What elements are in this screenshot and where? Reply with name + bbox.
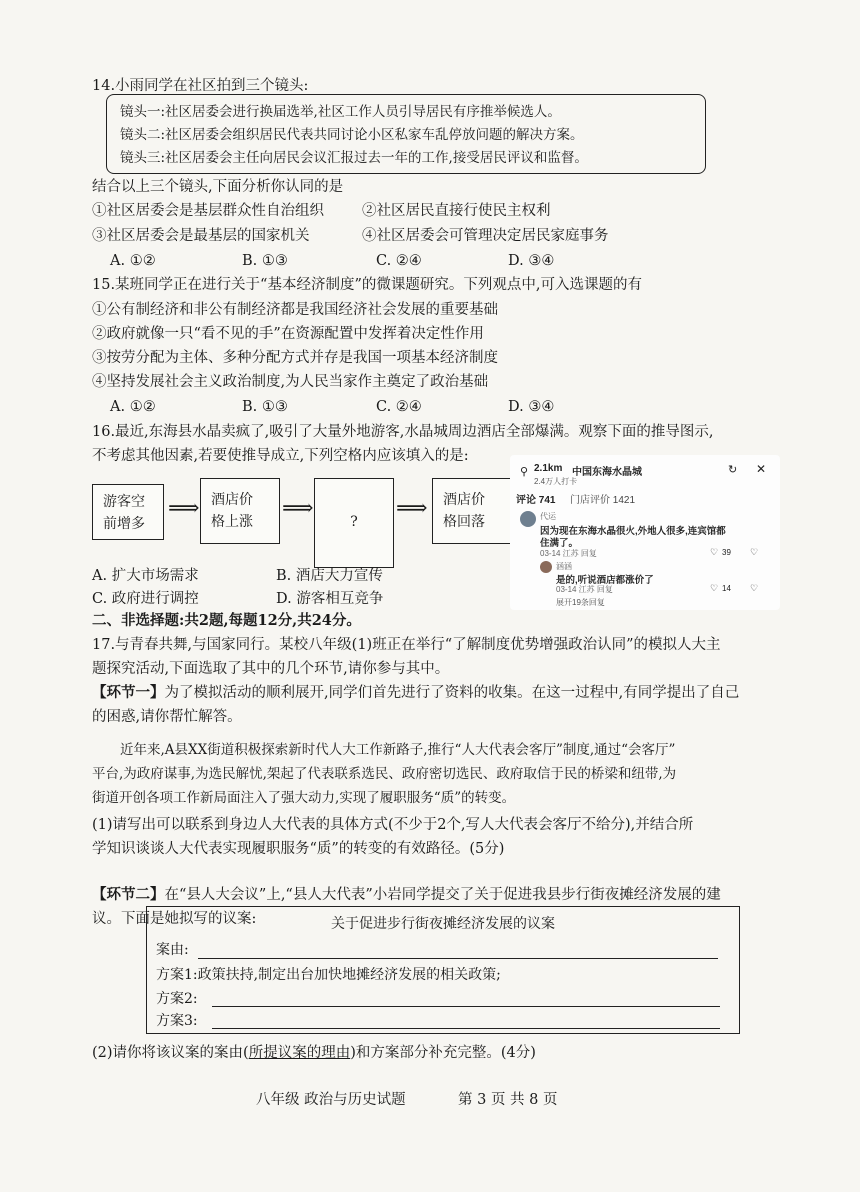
comment1-text-line1: 因为现在东海水晶很火,外地人很多,连宾馆都 — [540, 526, 726, 537]
q15-option-d: D. ③④ — [508, 399, 555, 415]
flow-arrow-1: ⟹ — [168, 496, 200, 521]
plan3-answer-line[interactable] — [212, 1028, 720, 1029]
expand-replies: 展开19条回复 — [556, 598, 605, 607]
avatar — [540, 561, 552, 573]
q17-stem-line1: 17.与青春共舞,与国家同行。某校八年级(1)班正在举行“了解制度优势增强政治认同”的模拟人大主 — [92, 637, 721, 653]
q15-stem: 15.某班同学正在进行关于“基本经济制度”的微课题研究。下列观点中,可入选课题的有 — [92, 277, 642, 293]
link2-tag: 【环节二】 — [92, 886, 165, 903]
footer-subject: 八年级 政治与历史试题 — [256, 1092, 406, 1108]
q17-link2-line1 — [92, 885, 721, 905]
q17-link1-line1 — [92, 683, 739, 703]
q16-stem-line1: 16.最近,东海县水晶卖疯了,吸引了大量外地游客,水晶城周边酒店全部爆满。观察下面的推导图示, — [92, 424, 714, 440]
flow-box-price-up: 酒店价 格上涨 — [200, 478, 280, 544]
q16-option-a: A. 扩大市场需求 — [92, 568, 199, 584]
q17-sub1-line2: 学知识谈谈人大代表实现履职服务“质”的转变的有效路径。(5分) — [92, 841, 505, 857]
q14-scene-3: 镜头三:社区居委会主任向居民会议汇报过去一年的工作,接受居民评议和监督。 — [120, 150, 588, 166]
q14-option-d: D. ③④ — [508, 253, 555, 269]
q14-option-a: A. ①② — [110, 253, 156, 269]
q17-sub2 — [92, 1043, 536, 1063]
refresh-icon: ↻ — [728, 464, 738, 476]
flow-box-blank: ? — [314, 478, 394, 568]
q14-item-1: ①社区居委会是基层群众性自治组织 — [92, 203, 324, 219]
plan2-label: 方案2: — [156, 991, 198, 1007]
q16-option-c: C. 政府进行调控 — [92, 591, 199, 607]
place-name: 中国东海水晶城 — [572, 467, 642, 478]
close-icon: ✕ — [756, 462, 767, 476]
q14-stem: 14.小雨同学在社区拍到三个镜头: — [92, 78, 309, 94]
q17-sub2-underlined: 所提议案的理由 — [248, 1045, 351, 1061]
dislike-icon: ♡ — [750, 583, 759, 593]
comment1-text-line2: 住满了。 — [540, 538, 579, 549]
flow-box-tourists: 游客空 前增多 — [92, 484, 164, 540]
plan1-text: 方案1:政策扶持,制定出台加快地摊经济发展的相关政策; — [156, 967, 501, 983]
comment1-likes: 39 — [722, 548, 731, 557]
flow-box-price-down: 酒店价 格回落 — [432, 478, 512, 544]
link1-tag: 【环节一】 — [92, 684, 165, 701]
q17-link1-line2: 的困惑,请你帮忙解答。 — [92, 709, 242, 725]
distance-label: 2.1km — [534, 463, 563, 474]
q14-option-b: B. ①③ — [242, 253, 288, 269]
q14-scene-2: 镜头二:社区居委会组织居民代表共同讨论小区私家车乱停放问题的解决方案。 — [120, 127, 584, 143]
comment1-user: 代运 — [540, 512, 556, 521]
q17-sub2-pre: (2)请你将该议案的案由( — [92, 1045, 249, 1061]
link1-text: 为了模拟活动的顺利展开,同学们首先进行了资料的收集。在这一过程中,有同学提出了自己 — [164, 685, 740, 701]
cause-label: 案由: — [156, 942, 189, 958]
comment2-user: 涵涵 — [556, 562, 572, 571]
q14-item-2: ②社区居民直接行使民主权利 — [362, 203, 551, 219]
q14-ask: 结合以上三个镜头,下面分析你认同的是 — [92, 179, 344, 195]
q16-option-d: D. 游客相互竞争 — [276, 591, 384, 607]
q17-link2-line2: 议。下面是她拟写的议案: — [92, 911, 257, 927]
link2-text: 在“县人大会议”上,“县人大代表”小岩同学提交了关于促进我县步行街夜摊经济发展的建 — [164, 887, 721, 903]
q16-stem-line2: 不考虑其他因素,若要使推导成立,下列空格内应该填入的是: — [92, 448, 469, 464]
q16-option-b: B. 酒店大力宣传 — [276, 568, 383, 584]
location-pin-icon: ⚲ — [520, 466, 529, 478]
flow-arrow-3: ⟹ — [396, 496, 428, 521]
q15-option-a: A. ①② — [110, 399, 156, 415]
plan3-label: 方案3: — [156, 1013, 198, 1029]
q15-option-b: B. ①③ — [242, 399, 288, 415]
q15-item-2: ②政府就像一只“看不见的手”在资源配置中发挥着决定性作用 — [92, 326, 484, 342]
q15-option-c: C. ②④ — [376, 399, 422, 415]
q15-item-1: ①公有制经济和非公有制经济都是我国经济社会发展的重要基础 — [92, 302, 498, 318]
checkin-count: 2.4万人打卡 — [534, 477, 578, 486]
tab-reviews: 门店评价 1421 — [570, 495, 636, 506]
cause-answer-line[interactable] — [198, 958, 718, 959]
section-heading: 二、非选择题:共2题,每题12分,共24分。 — [92, 612, 361, 629]
q14-option-c: C. ②④ — [376, 253, 422, 269]
heart-icon: ♡ — [710, 547, 719, 557]
reading-line3: 街道开创各项工作新局面注入了强大动力,实现了履职服务“质”的转变。 — [92, 790, 516, 806]
q14-item-4: ④社区居委会可管理决定居民家庭事务 — [362, 228, 609, 244]
reading-line1: 近年来,A县XX街道积极探索新时代人大工作新路子,推行“人大代表会客厅”制度,通过“会客厅” — [120, 742, 676, 758]
plan2-answer-line[interactable] — [212, 1006, 720, 1007]
q14-scene-1: 镜头一:社区居委会进行换届选举,社区工作人员引导居民有序推举候选人。 — [120, 104, 561, 120]
reading-line2: 平台,为政府谋事,为选民解忧,架起了代表联系选民、政府密切选民、政府取信于民的桥梁和纽带,为 — [92, 766, 677, 782]
q14-item-3: ③社区居委会是最基层的国家机关 — [92, 228, 310, 244]
heart-icon: ♡ — [710, 583, 719, 593]
q17-stem-line2: 题探究活动,下面选取了其中的几个环节,请你参与其中。 — [92, 661, 450, 677]
comment-screenshot — [510, 455, 780, 610]
q17-sub1-line1: (1)请写出可以联系到身边人大代表的具体方式(不少于2个,写人大代表会客厅不给分),并结合所 — [92, 817, 694, 833]
q15-item-4: ④坚持发展社会主义政治制度,为人民当家作主奠定了政治基础 — [92, 374, 489, 390]
comment1-meta: 03-14 江苏 回复 — [540, 549, 597, 558]
q17-sub2-post: )和方案部分补充完整。(4分) — [350, 1045, 536, 1061]
tab-comments: 评论 741 — [516, 495, 556, 506]
q15-item-3: ③按劳分配为主体、多种分配方式并存是我国一项基本经济制度 — [92, 350, 498, 366]
dislike-icon: ♡ — [750, 547, 759, 557]
flow-arrow-2: ⟹ — [282, 496, 314, 521]
comment2-meta: 03-14 江苏 回复 — [556, 585, 613, 594]
footer-page: 第 3 页 共 8 页 — [458, 1092, 558, 1108]
comment2-text: 是的,听说酒店都涨价了 — [556, 575, 654, 586]
avatar — [520, 511, 536, 527]
proposal-title: 关于促进步行街夜摊经济发展的议案 — [331, 916, 555, 932]
comment2-likes: 14 — [722, 584, 731, 593]
